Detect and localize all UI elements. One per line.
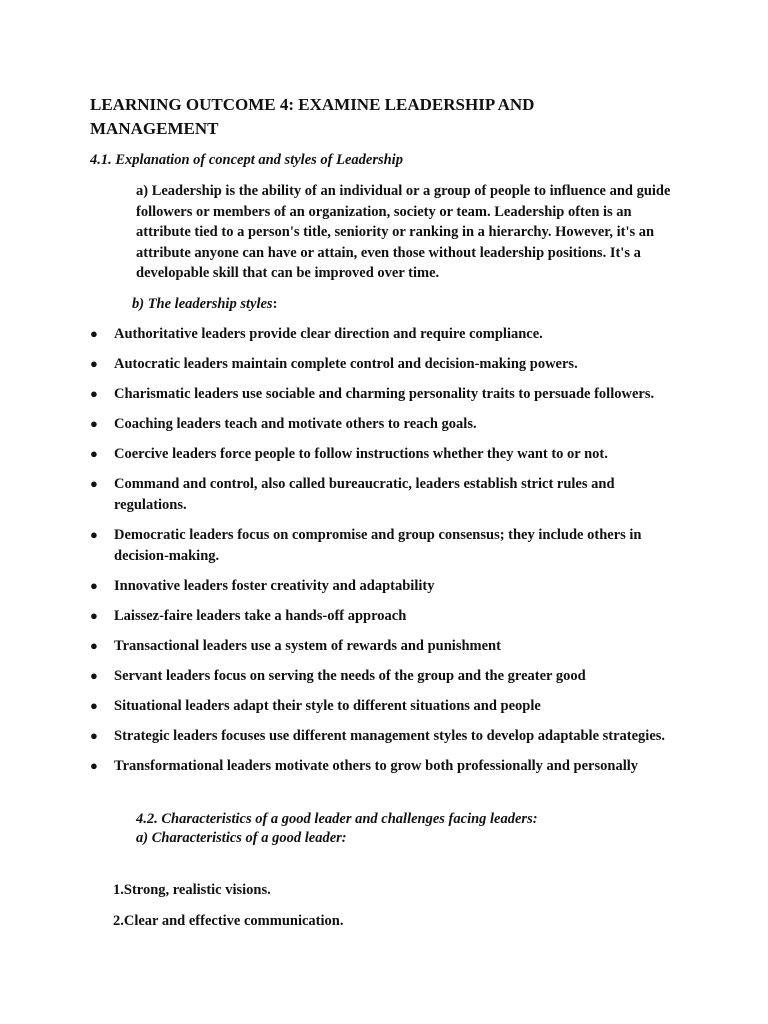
bullet-icon: ● <box>90 637 98 653</box>
list-item <box>90 696 690 717</box>
list-item <box>90 666 690 687</box>
bullet-icon: ● <box>90 698 98 714</box>
list-item-text: Coaching leaders teach and motivate others to reach goals. <box>114 416 477 433</box>
list-item-text: Strategic leaders focuses use different management styles to develop adaptable strategies. <box>114 728 666 745</box>
document-title: LEARNING OUTCOME 4: EXAMINE LEADERSHIP AND MANAGEMENT <box>90 95 535 138</box>
list-item <box>90 636 690 657</box>
section-4-2-a-heading: a) Characteristics of a good leader: <box>136 830 347 846</box>
bullet-icon: ● <box>90 607 98 623</box>
list-item <box>90 606 690 627</box>
leadership-styles-heading-colon: : <box>272 296 278 312</box>
list-item <box>90 576 690 597</box>
list-item <box>90 756 690 777</box>
leadership-styles-heading-text: b) The leadership styles <box>132 296 273 312</box>
characteristic-item-1: 1.Strong, realistic visions. <box>113 882 271 898</box>
list-item <box>90 414 690 435</box>
characteristic-item-2: 2.Clear and effective communication. <box>113 913 344 929</box>
leadership-definition-paragraph: a) Leadership is the ability of an individual or a group of people to influence and guide followers or members of an organization, society or team. Leadership often is an attribute tied to a person's title, seniority or ranking in a hierarchy. However, it's an attribute anyone can have or attain, even those without leadership positions. It's a developable skill that can be improved over time. <box>136 183 671 282</box>
bullet-icon: ● <box>90 356 98 372</box>
list-item-text: Situational leaders adapt their style to different situations and people <box>114 698 541 715</box>
list-item <box>90 726 690 747</box>
list-item-text: Authoritative leaders provide clear direction and require compliance. <box>114 326 543 342</box>
list-item <box>90 324 690 345</box>
list-item <box>90 354 690 375</box>
section-4-2-heading-block <box>136 810 538 848</box>
bullet-icon: ● <box>90 667 98 683</box>
list-item-text: Command and control, also called bureaucratic, leaders establish strict rules and regulations. <box>114 476 615 513</box>
list-item-text: Coercive leaders force people to follow instructions whether they want to or not. <box>114 446 608 463</box>
bullet-icon: ● <box>90 527 98 543</box>
section-4-1-heading: 4.1. Explanation of concept and styles of Leadership <box>90 152 403 168</box>
leadership-styles-list <box>90 324 690 786</box>
list-item <box>90 474 690 515</box>
bullet-icon: ● <box>90 476 98 492</box>
list-item-text: Autocratic leaders maintain complete control and decision-making powers. <box>114 356 578 373</box>
list-item-text: Democratic leaders focus on compromise and group consensus; they include others in decision-making. <box>114 527 642 564</box>
list-item-text: Transactional leaders use a system of rewards and punishment <box>114 637 501 654</box>
list-item <box>90 384 690 405</box>
list-item-text: Servant leaders focus on serving the needs of the group and the greater good <box>114 667 586 684</box>
bullet-icon: ● <box>90 326 98 341</box>
leadership-styles-heading <box>132 294 277 314</box>
bullet-icon: ● <box>90 416 98 432</box>
list-item-text: Innovative leaders foster creativity and adaptability <box>114 577 435 594</box>
list-item-text: Laissez-faire leaders take a hands-off approach <box>114 607 407 624</box>
section-4-2-heading: 4.2. Characteristics of a good leader and challenges facing leaders: <box>136 811 538 827</box>
bullet-icon: ● <box>90 728 98 744</box>
list-item-text: Transformational leaders motivate others to grow both professionally and personally <box>114 758 639 775</box>
bullet-icon: ● <box>90 758 98 774</box>
bullet-icon: ● <box>90 446 98 462</box>
bullet-icon: ● <box>90 577 98 593</box>
list-item <box>90 525 690 566</box>
bullet-icon: ● <box>90 386 98 402</box>
list-item-text: Charismatic leaders use sociable and charming personality traits to persuade followers. <box>114 386 655 403</box>
list-item <box>90 444 690 465</box>
